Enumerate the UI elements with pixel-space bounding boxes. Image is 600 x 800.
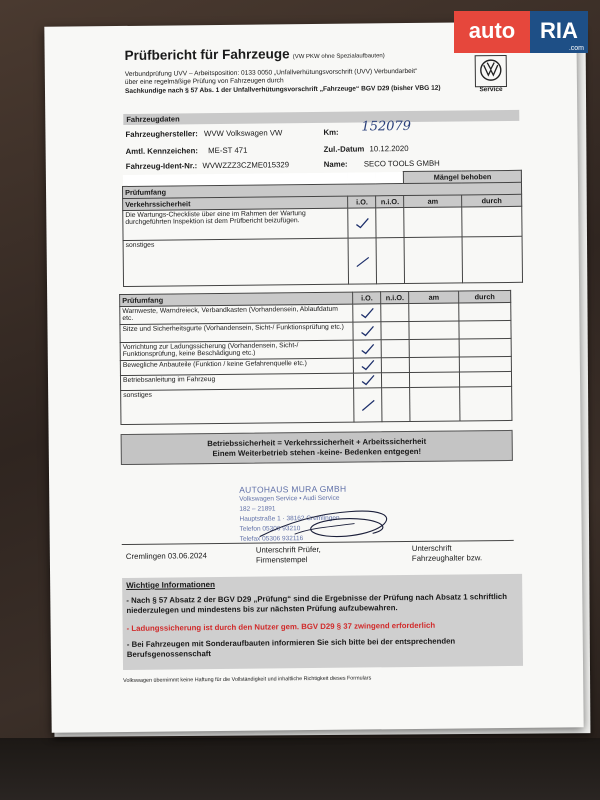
autoria-watermark [454,11,588,53]
disclaimer-footer: Volkswagen übernimmt keine Haftung für die Vollständigkeit und inhaltliche Richtigkeit dieses Formulars [123,675,372,685]
watermark-ria: RIA [540,18,578,43]
road-safety-header: Verkehrssicherheit [123,196,348,210]
registration-date-label: Zul.-Datum [323,144,365,154]
report-title [125,45,385,63]
nio-cell[interactable] [382,387,410,421]
am-cell[interactable] [404,237,462,284]
col-durch-header: durch [459,290,511,303]
scope-header: Prüfumfang [120,292,353,306]
col-am-header: am [409,291,459,304]
io-cell[interactable] [354,358,382,373]
io-cell[interactable] [348,208,376,238]
registration-date-value: 10.12.2020 [369,143,409,154]
nio-cell[interactable] [376,208,404,238]
owner-label-2: Fahrzeughalter bzw. [411,553,483,563]
durch-cell[interactable] [459,338,511,357]
owner-signature-label [412,543,482,564]
col-io-header: i.O. [353,292,381,304]
col-durch-header: durch [462,194,522,207]
place-date: Cremlingen 03.06.2024 [125,551,207,561]
nio-cell[interactable] [382,357,410,372]
km-field [323,128,338,137]
table-row [123,206,522,240]
plate-label: Amtl. Kennzeichen: [125,146,199,156]
work-safety-table [119,290,512,425]
vin-value: WVWZZZ3CZME015329 [202,160,290,171]
stamp-line-1: AUTOHAUS MURA GMBH [239,483,347,495]
report-intro [125,68,455,96]
col-io-header: i.O. [348,196,376,208]
watermark-auto: auto [454,11,530,53]
service-label: Service [479,86,503,94]
examiner-label-2: Firmenstempel [255,555,308,565]
intro-line-2: über eine regelmäßige Prüfung von Fahrzeugen durch [124,77,284,87]
stamp-line-6: Telefax 05306 932116 [239,535,304,543]
km-label: Km: [323,127,339,137]
nio-cell[interactable] [381,322,409,340]
check-mark-icon [359,307,375,319]
io-cell[interactable] [353,322,381,340]
road-safety-table [122,170,523,287]
report-subtitle: (VW PKW ohne Spezialaufbauten) [292,53,385,61]
info-paragraph-2: - Ladungssicherung ist durch den Nutzer gem. BGV D29 § 37 zwingend erforderlich [126,620,436,633]
am-cell[interactable] [409,321,459,340]
am-cell[interactable] [409,339,459,358]
row-label: Vorrichtung zur Ladungssicherung (Vorhandensein, Sicht-/ Funktionsprüfung, keine Beschädigung etc.) [120,340,353,360]
check-mark-icon [359,325,375,337]
durch-cell[interactable] [459,320,511,339]
name-value: SECO TOOLS GMBH [363,158,440,169]
row-label: sonstiges [123,238,349,286]
nio-cell[interactable] [381,339,409,357]
am-cell[interactable] [410,357,460,373]
manufacturer-value: WVW Volkswagen VW [203,128,283,139]
vin-field [126,160,289,171]
stamp-line-3: 182 – 21891 [239,505,276,513]
km-handwritten-value: 152079 [361,118,412,135]
info-paragraph-1: - Nach § 57 Absatz 2 der BGV D29 „Prüfung“ sind die Ergebnisse der Prüfung nach Absatz 1 schriftlich niederzulegen und mindestens bis zur nächsten Prüfung aufzubewahren. [126,591,508,615]
stamp-line-5: Telefon 05306 93210 [239,525,301,533]
defects-fixed-header: Mängel behoben [404,170,522,183]
col-nio-header: n.i.O. [376,196,404,208]
durch-cell[interactable] [460,371,512,387]
durch-cell[interactable] [459,302,511,321]
important-info-heading: Wichtige Informationen [126,580,216,590]
check-mark-icon [355,255,371,267]
io-cell[interactable] [354,388,382,422]
table-row [121,386,512,424]
io-cell[interactable] [353,304,381,322]
safety-result-banner [121,430,513,465]
am-cell[interactable] [409,303,459,322]
row-label: Bewegliche Anbauteile (Funktion / keine Gefahrenquelle etc.) [120,358,353,375]
banner-line-2: Einem Weiterbetrieb stehen -keine- Bedenken entgegen! [212,446,422,459]
col-nio-header: n.i.O. [381,292,409,304]
examiner-label-1: Unterschrift Prüfer, [255,544,321,555]
report-title-text: Prüfbericht für Fahrzeuge [124,46,290,63]
watermark-suffix: .com [568,45,584,52]
registration-date-field [324,144,409,154]
stamp-line-2: Volkswagen Service • Audi Service [239,494,340,503]
io-cell[interactable] [353,340,381,358]
vw-logo-box [475,55,507,87]
name-field [324,159,440,169]
manufacturer-field [125,128,282,139]
check-mark-icon [360,374,376,386]
table-row [123,236,522,286]
durch-cell[interactable] [460,386,512,421]
signature-scribble [254,493,405,545]
examiner-signature-label [256,545,321,566]
row-label: Betriebsanleitung im Fahrzeug [120,373,353,390]
nio-cell[interactable] [382,372,410,387]
intro-line-3: Sachkundige nach § 57 Abs. 1 der Unfallverhütungsvorschrift „Fahrzeuge“ BGV D29 (bisher VBG 12) [124,84,441,95]
check-mark-icon [359,343,375,355]
col-am-header: am [404,195,462,208]
io-cell[interactable] [348,238,376,284]
watermark-ria-box [530,11,588,53]
nio-cell[interactable] [376,238,404,284]
info-paragraph-3: - Bei Fahrzeugen mit Sonderaufbauten informieren Sie sich bitte bei der entsprechenden Berufsgenossenschaft [126,636,456,659]
row-label: Sitze und Sicherheitsgurte (Vorhandensein, Sicht-/ Funktionsprüfung etc.) [120,322,353,342]
am-cell[interactable] [410,387,460,422]
stamp-line-4: Hauptstraße 1 · 38162 Cremlingen [239,514,340,523]
name-label: Name: [323,159,348,169]
durch-cell[interactable] [462,206,522,237]
check-mark-icon [360,399,376,411]
plate-value: ME-ST 471 [208,145,248,156]
row-label: Die Wartungs-Checkliste über eine im Rahmen der Wartung durchgeführten Inspektion ist dem Prüfbericht beizufügen. [123,208,349,240]
durch-cell[interactable] [462,236,522,283]
nio-cell[interactable] [381,304,409,322]
am-cell[interactable] [404,207,462,238]
check-mark-icon [354,217,370,229]
row-label: Warnweste, Warndreieck, Verbandkasten (Vorhandensein, Ablaufdatum etc. [120,304,353,324]
durch-cell[interactable] [459,356,511,372]
vehicle-section-title: Fahrzeugdaten [123,110,519,125]
scope-header: Prüfumfang [122,182,521,198]
manufacturer-label: Fahrzeughersteller: [125,129,198,139]
check-mark-icon [360,359,376,371]
floor-background [0,738,600,800]
inspection-report-sheet [44,21,583,733]
plate-field [126,146,248,156]
io-cell[interactable] [354,373,382,388]
banner-line-1: Betriebssicherheit = Verkehrssicherheit + Arbeitssicherheit [207,436,427,449]
intro-line-1: Verbundprüfung UVV – Arbeitsposition: 0133 0050 „Unfallverhütungsvorschrift (UVV) Verbundarbeit“ [124,67,418,78]
row-label: sonstiges [121,388,355,424]
am-cell[interactable] [410,372,460,388]
owner-label-1: Unterschrift [411,543,452,553]
vw-logo-icon [480,59,502,81]
vin-label: Fahrzeug-Ident-Nr.: [125,161,198,171]
